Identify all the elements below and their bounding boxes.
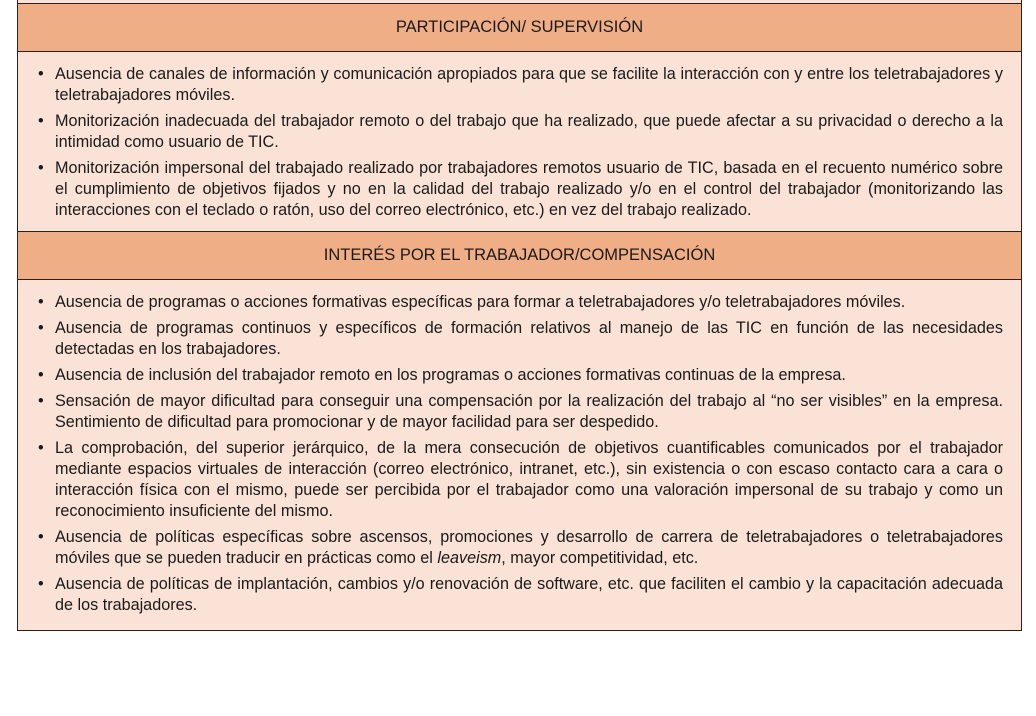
bullet-icon: • (38, 392, 44, 410)
bullet-icon: • (38, 439, 44, 457)
section-body (18, 52, 1021, 231)
list-item (38, 574, 1003, 616)
bullet-icon: • (38, 159, 44, 177)
bullet-icon: • (38, 366, 44, 384)
item-text: Monitorización inadecuada del trabajador remoto o del trabajo que ha realizado, que puede afectar a su privacidad o derecho a la intimidad como usuario de TIC. (55, 112, 1003, 151)
item-text-before: Ausencia de políticas específicas sobre ascensos, promociones y desarrollo de carrera de teletrabajadores o teletrabajadores móviles que se pueden traducir en prácticas como el (55, 528, 1003, 567)
list-item (38, 158, 1003, 221)
risk-factors-table (17, 0, 1022, 631)
item-text: Ausencia de inclusión del trabajador remoto en los programas o acciones formativas continuas de la empresa. (55, 366, 846, 384)
bullet-icon: • (38, 65, 44, 83)
section-participacion-supervision (18, 4, 1021, 232)
section-body (18, 280, 1021, 630)
item-text: Ausencia de políticas de implantación, cambios y/o renovación de software, etc. que faciliten el cambio y la capacitación adecuada de los trabajadores. (55, 575, 1003, 614)
item-text: Ausencia de programas o acciones formativas específicas para formar a teletrabajadores y/o teletrabajadores móviles. (55, 293, 906, 311)
item-text: Monitorización impersonal del trabajado realizado por trabajadores remotos usuario de TIC, basada en el recuento numérico sobre el cumplimiento de objetivos fijados y no en la calidad del trabajo realizado y/o en el control del trabajador (monitorizando las interacciones con el teclado o ratón, uso del correo electrónico, etc.) en vez del trabajo realizado. (55, 159, 1003, 219)
bullet-icon: • (38, 293, 44, 311)
list-item (38, 111, 1003, 153)
list-item (38, 292, 1003, 313)
list-item (38, 64, 1003, 106)
item-text-italic: leaveism (437, 549, 502, 567)
item-text: Ausencia de canales de información y comunicación apropiados para que se facilite la interacción con y entre los teletrabajadores y teletrabajadores móviles. (55, 65, 1003, 104)
list-item (38, 438, 1003, 522)
list-item (38, 527, 1003, 569)
section-interes-trabajador-compensacion (18, 232, 1021, 630)
list-item (38, 391, 1003, 433)
item-text: Sensación de mayor dificultad para conseguir una compensación por la realización del trabajo al “no ser visibles” en la empresa. Sentimiento de dificultad para promocionar y de mayor facilidad para ser despedido. (55, 392, 1003, 431)
section-header: PARTICIPACIÓN/ SUPERVISIÓN (18, 4, 1021, 52)
section-header: INTERÉS POR EL TRABAJADOR/COMPENSACIÓN (18, 232, 1021, 280)
bullet-icon: • (38, 575, 44, 593)
list-item (38, 365, 1003, 386)
item-text: Ausencia de programas continuos y específicos de formación relativos al manejo de las TIC en función de las necesidades detectadas en los trabajadores. (55, 319, 1003, 358)
bullet-icon: • (38, 319, 44, 337)
item-text: La comprobación, del superior jerárquico, de la mera consecución de objetivos cuantificables comunicados por el trabajador mediante espacios virtuales de interacción (correo electrónico, intranet, etc.), sin existencia o con escaso contacto cara a cara o interacción física con el mismo, puede ser percibida por el trabajador como una valoración impersonal de su trabajo y como un reconocimiento insuficiente del mismo. (55, 439, 1003, 520)
list-item (38, 318, 1003, 360)
item-text-after: , mayor competitividad, etc. (501, 549, 699, 567)
bullet-icon: • (38, 528, 44, 546)
bullet-icon: • (38, 112, 44, 130)
